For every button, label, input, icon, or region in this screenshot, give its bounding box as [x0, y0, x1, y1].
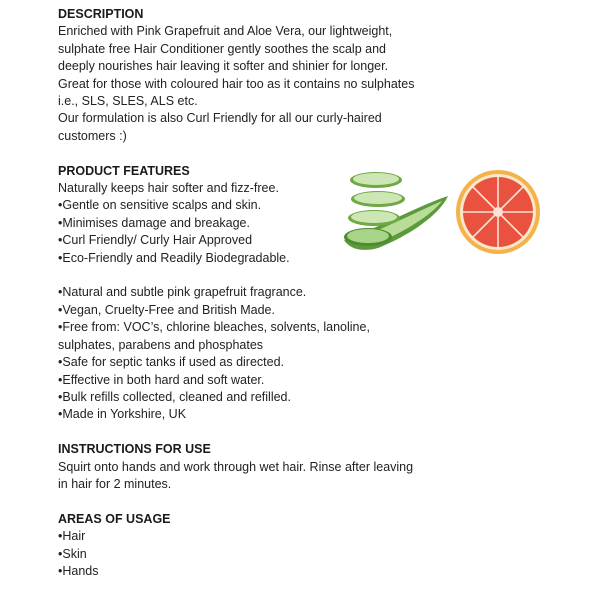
usage-item: •Hair — [58, 529, 86, 544]
description-line: customers :) — [58, 128, 127, 143]
feature-item: •Natural and subtle pink grapefruit fragrance. — [58, 285, 307, 300]
feature-item: •Safe for septic tanks if used as directed. — [58, 355, 285, 370]
product-info — [58, 6, 458, 580]
description-line: sulphate free Hair Conditioner gently soothes the scalp and — [58, 41, 386, 56]
description-line: deeply nourishes hair leaving it softer and shinier for longer. — [58, 59, 389, 74]
feature-item: •Gentle on sensitive scalps and skin. — [58, 198, 262, 213]
features-heading: PRODUCT FEATURES — [58, 163, 190, 178]
feature-item: •Minimises damage and breakage. — [58, 215, 250, 230]
feature-item: •Eco-Friendly and Readily Biodegradable. — [58, 250, 290, 265]
feature-item: •Bulk refills collected, cleaned and refilled. — [58, 389, 291, 404]
usage-heading: AREAS OF USAGE — [58, 511, 171, 526]
description-line: i.e., SLS, SLES, ALS etc. — [58, 94, 198, 109]
description-heading: DESCRIPTION — [58, 7, 144, 21]
feature-item: •Vegan, Cruelty-Free and British Made. — [58, 302, 275, 317]
feature-item: •Free from: VOC’s, chlorine bleaches, solvents, lanoline, — [58, 320, 370, 335]
instructions-line: Squirt onto hands and work through wet hair. Rinse after leaving — [58, 459, 414, 474]
feature-item: •Effective in both hard and soft water. — [58, 372, 265, 387]
feature-item: Naturally keeps hair softer and fizz-free. — [58, 181, 279, 196]
usage-item: •Hands — [58, 563, 99, 578]
aloe-grapefruit-illustration — [338, 166, 544, 266]
description-line: Great for those with coloured hair too as it contains no sulphates — [58, 76, 415, 91]
aloe-vera-icon — [344, 172, 448, 250]
usage-item: •Skin — [58, 546, 87, 561]
description-line: Our formulation is also Curl Friendly for all our curly-haired — [58, 111, 382, 126]
feature-item: •Curl Friendly/ Curly Hair Approved — [58, 233, 253, 248]
instructions-heading: INSTRUCTIONS FOR USE — [58, 442, 211, 457]
feature-item: sulphates, parabens and phosphates — [58, 337, 264, 352]
instructions-line: in hair for 2 minutes. — [58, 476, 172, 491]
description-line: Enriched with Pink Grapefruit and Aloe Vera, our lightweight, — [58, 24, 393, 39]
feature-item: •Made in Yorkshire, UK — [58, 407, 187, 422]
grapefruit-icon — [456, 170, 540, 254]
